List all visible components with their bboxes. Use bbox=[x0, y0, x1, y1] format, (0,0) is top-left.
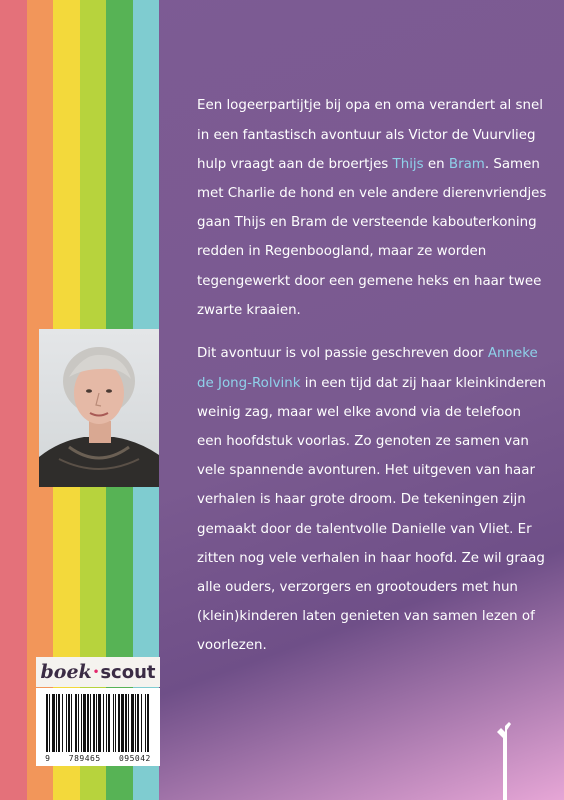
isbn-number bbox=[36, 754, 160, 763]
blurb-text: . Samen met Charlie de hond en vele andere dierenvriendjes gaan Thijs en Bram de versteende kabouterkoning redden in Regenboogland, maar ze worden tegengewerkt door een gemene heks en haar twee zwarte kraaien. bbox=[197, 156, 547, 318]
lamp-post-icon bbox=[493, 718, 515, 800]
barcode-bar bbox=[108, 694, 110, 752]
barcode-bar bbox=[83, 694, 86, 752]
blurb-text: en bbox=[423, 156, 449, 172]
barcode-bar bbox=[93, 694, 95, 752]
blurb-paragraph-2 bbox=[197, 339, 547, 660]
logo-text-boek: boek bbox=[40, 661, 92, 683]
barcode-bar bbox=[90, 694, 91, 752]
publisher-logo bbox=[36, 657, 160, 687]
isbn-digits-2: 789465 bbox=[68, 754, 101, 763]
barcode-bar bbox=[81, 694, 82, 752]
barcode-bar bbox=[46, 694, 48, 752]
stripe-red bbox=[0, 0, 27, 800]
barcode-bar bbox=[118, 694, 120, 752]
barcode-bar bbox=[75, 694, 77, 752]
blurb-paragraph-1 bbox=[197, 91, 547, 325]
barcode-bar bbox=[87, 694, 89, 752]
barcode-bar bbox=[96, 694, 97, 752]
barcode-bar bbox=[103, 694, 104, 752]
barcode-bar bbox=[145, 694, 146, 752]
barcode-bar bbox=[66, 694, 67, 752]
barcode-bar bbox=[131, 694, 134, 752]
barcode-bar bbox=[49, 694, 50, 752]
barcode-bar bbox=[147, 694, 149, 752]
barcode bbox=[36, 688, 160, 766]
blurb-text: in een tijd dat zij haar kleinkinderen weinig zag, maar wel elke avond via de telefoon een hoofdstuk voorlas. Zo genoten ze samen van vele spannende avonturen. Het uitgeven van haar verhalen is haar grote droom. De tekeningen zijn gemaakt door de talentvolle Danielle van Vliet. Er zitten nog vele verhalen in haar hoofd. Ze wil graag alle ouders, verzorgers en grootouders met hun (klein)kinderen laten genieten van samen lezen of voorlezen. bbox=[197, 375, 547, 654]
barcode-bar bbox=[78, 694, 79, 752]
barcode-bar bbox=[135, 694, 136, 752]
barcode-bar bbox=[98, 694, 101, 752]
barcode-bar bbox=[106, 694, 107, 752]
barcode-bar bbox=[125, 694, 127, 752]
barcode-bar bbox=[52, 694, 55, 752]
logo-text-scout: scout bbox=[100, 661, 156, 683]
blurb-text: Een logeerpartijtje bij opa en oma verandert al snel in een fantastisch avontuur als Victor de Vuurvlieg hulp vraagt aan de broertjes bbox=[197, 98, 543, 172]
barcode-bar bbox=[141, 694, 142, 752]
barcode-bar bbox=[62, 694, 63, 752]
author-portrait-icon bbox=[39, 329, 159, 487]
barcode-bar bbox=[56, 694, 57, 752]
blurb-text: Dit avontuur is vol passie geschreven door bbox=[197, 346, 488, 362]
isbn-digits-3: 095042 bbox=[118, 754, 151, 763]
author-name: Anneke de Jong-Rolvink bbox=[197, 346, 538, 391]
barcode-bar bbox=[128, 694, 129, 752]
name-thijs: Thijs bbox=[392, 156, 424, 172]
barcode-bars bbox=[44, 694, 152, 752]
barcode-bar bbox=[113, 694, 114, 752]
isbn-digit-1: 9 bbox=[45, 754, 51, 763]
logo-dot: · bbox=[92, 661, 100, 683]
barcode-bar bbox=[121, 694, 124, 752]
name-bram: Bram bbox=[448, 156, 485, 172]
barcode-bar bbox=[115, 694, 116, 752]
barcode-bar bbox=[137, 694, 139, 752]
barcode-bar bbox=[58, 694, 60, 752]
author-photo bbox=[39, 329, 159, 487]
barcode-bar bbox=[68, 694, 70, 752]
barcode-bar bbox=[71, 694, 72, 752]
